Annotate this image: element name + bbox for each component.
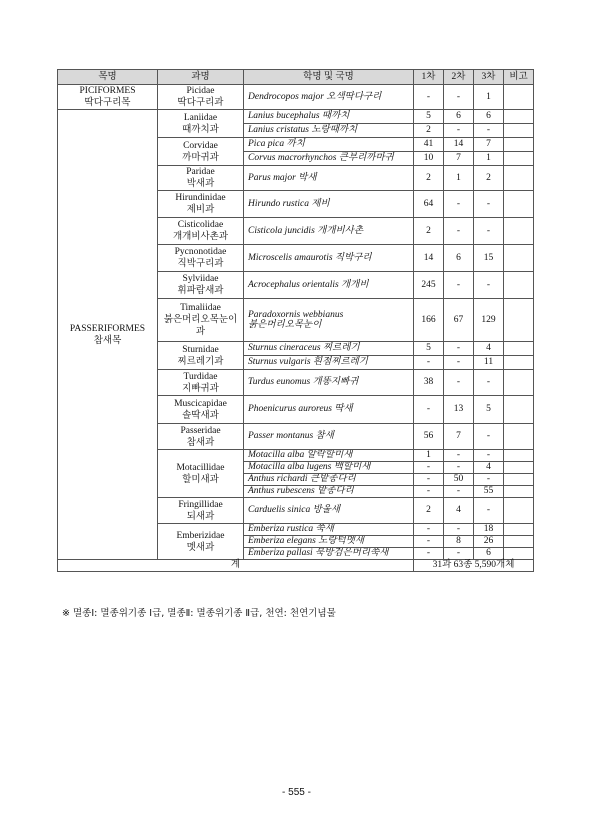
remarks-cell: [504, 356, 534, 370]
count-survey-2: 7: [444, 152, 474, 166]
family-cell: Paridae 박새과: [158, 166, 244, 191]
count-survey-3: -: [474, 450, 504, 462]
count-survey-1: 10: [414, 152, 444, 166]
count-survey-1: -: [414, 474, 444, 486]
count-survey-3: 129: [474, 299, 504, 342]
remarks-cell: [504, 110, 534, 124]
remarks-cell: [504, 218, 534, 245]
family-cell: Picidae 딱다구리과: [158, 85, 244, 110]
count-survey-1: -: [414, 356, 444, 370]
count-survey-3: -: [474, 474, 504, 486]
species-cell: Carduelis sinica 방울새: [244, 498, 414, 524]
remarks-cell: [504, 524, 534, 536]
family-cell: Pycnonotidae 직박구리과: [158, 245, 244, 272]
count-survey-3: 55: [474, 486, 504, 498]
count-survey-1: 245: [414, 272, 444, 299]
count-survey-1: 2: [414, 218, 444, 245]
remarks-cell: [504, 396, 534, 424]
remarks-cell: [504, 370, 534, 396]
count-survey-1: 166: [414, 299, 444, 342]
count-survey-2: -: [444, 462, 474, 474]
count-survey-2: 13: [444, 396, 474, 424]
count-survey-2: -: [444, 342, 474, 356]
remarks-cell: [504, 124, 534, 138]
family-cell: Hirundinidae 제비과: [158, 191, 244, 218]
family-cell: Turdidae 지빠귀과: [158, 370, 244, 396]
count-survey-1: -: [414, 524, 444, 536]
species-cell: Hirundo rustica 제비: [244, 191, 414, 218]
header-family: 과명: [158, 70, 244, 85]
family-cell: Laniidae 때까치과: [158, 110, 244, 138]
count-survey-3: 6: [474, 110, 504, 124]
count-survey-1: 2: [414, 498, 444, 524]
species-cell: Phoenicurus auroreus 딱새: [244, 396, 414, 424]
remarks-cell: [504, 486, 534, 498]
species-cell: Paradoxornis webbianus 붉은머리오목눈이: [244, 299, 414, 342]
count-survey-1: -: [414, 486, 444, 498]
count-survey-3: -: [474, 498, 504, 524]
count-survey-2: 67: [444, 299, 474, 342]
count-survey-3: 18: [474, 524, 504, 536]
count-survey-3: 6: [474, 548, 504, 560]
count-survey-3: -: [474, 272, 504, 299]
count-survey-1: 2: [414, 124, 444, 138]
family-cell: Passeridae 참새과: [158, 424, 244, 450]
species-cell: Lanius bucephalus 때까치: [244, 110, 414, 124]
table-header-row: [58, 70, 534, 85]
species-cell: Motacilla alba 알락할미새: [244, 450, 414, 462]
count-survey-1: 14: [414, 245, 444, 272]
header-survey-2: 2차: [444, 70, 474, 85]
remarks-cell: [504, 424, 534, 450]
count-survey-3: 11: [474, 356, 504, 370]
remarks-cell: [504, 462, 534, 474]
count-survey-1: -: [414, 85, 444, 110]
remarks-cell: [504, 474, 534, 486]
count-survey-2: -: [444, 356, 474, 370]
count-survey-3: 2: [474, 166, 504, 191]
count-survey-2: 1: [444, 166, 474, 191]
family-cell: Emberizidae 멧새과: [158, 524, 244, 560]
count-survey-2: 4: [444, 498, 474, 524]
count-survey-3: -: [474, 424, 504, 450]
count-survey-3: 4: [474, 342, 504, 356]
total-label: 계: [58, 560, 414, 572]
count-survey-1: 64: [414, 191, 444, 218]
count-survey-3: 1: [474, 152, 504, 166]
species-cell: Emberiza rustica 쑥새: [244, 524, 414, 536]
species-cell: Acrocephalus orientalis 개개비: [244, 272, 414, 299]
family-cell: Fringillidae 되새과: [158, 498, 244, 524]
species-cell: Parus major 박새: [244, 166, 414, 191]
count-survey-1: 5: [414, 110, 444, 124]
count-survey-1: -: [414, 548, 444, 560]
count-survey-2: 50: [444, 474, 474, 486]
species-cell: Emberiza elegans 노랑턱멧새: [244, 536, 414, 548]
remarks-cell: [504, 272, 534, 299]
header-order: 목명: [58, 70, 158, 85]
total-row: [58, 560, 534, 572]
count-survey-3: 7: [474, 138, 504, 152]
species-table: [57, 69, 534, 572]
count-survey-2: -: [444, 218, 474, 245]
count-survey-2: -: [444, 524, 474, 536]
species-cell: Cisticola juncidis 개개비사촌: [244, 218, 414, 245]
order-cell: PASSERIFORMES 참새목: [58, 110, 158, 560]
species-cell: Sturnus cineraceus 찌르레기: [244, 342, 414, 356]
count-survey-3: 26: [474, 536, 504, 548]
remarks-cell: [504, 138, 534, 152]
count-survey-2: 6: [444, 245, 474, 272]
species-cell: Corvus macrorhynchos 큰부리까마귀: [244, 152, 414, 166]
species-cell: Anthus rubescens 밭종다리: [244, 486, 414, 498]
count-survey-2: -: [444, 486, 474, 498]
remarks-cell: [504, 299, 534, 342]
family-cell: Motacillidae 할미새과: [158, 450, 244, 498]
species-cell: Emberiza pallasi 북방검은머리쑥새: [244, 548, 414, 560]
count-survey-2: 14: [444, 138, 474, 152]
count-survey-3: -: [474, 124, 504, 138]
remarks-cell: [504, 342, 534, 356]
count-survey-1: 2: [414, 166, 444, 191]
remarks-cell: [504, 548, 534, 560]
species-cell: Anthus richardi 큰밭종다리: [244, 474, 414, 486]
remarks-cell: [504, 85, 534, 110]
count-survey-2: 7: [444, 424, 474, 450]
species-cell: Microscelis amaurotis 직박구리: [244, 245, 414, 272]
count-survey-3: 5: [474, 396, 504, 424]
count-survey-1: 38: [414, 370, 444, 396]
count-survey-2: -: [444, 191, 474, 218]
count-survey-1: 1: [414, 450, 444, 462]
remarks-cell: [504, 536, 534, 548]
remarks-cell: [504, 245, 534, 272]
family-cell: Muscicapidae 솔딱새과: [158, 396, 244, 424]
family-cell: Cisticolidae 개개비사촌과: [158, 218, 244, 245]
species-cell: Pica pica 까치: [244, 138, 414, 152]
footnote: ※ 멸종Ⅰ: 멸종위기종 Ⅰ급, 멸종Ⅱ: 멸종위기종 Ⅱ급, 천연: 천연기념물: [62, 608, 336, 619]
remarks-cell: [504, 166, 534, 191]
page-number: - 555 -: [282, 787, 311, 798]
count-survey-3: 1: [474, 85, 504, 110]
count-survey-2: -: [444, 548, 474, 560]
count-survey-3: -: [474, 191, 504, 218]
species-cell: Sturnus vulgaris 흰점찌르레기: [244, 356, 414, 370]
count-survey-3: 4: [474, 462, 504, 474]
family-cell: Sturnidae 찌르레기과: [158, 342, 244, 370]
remarks-cell: [504, 191, 534, 218]
remarks-cell: [504, 152, 534, 166]
count-survey-1: -: [414, 536, 444, 548]
header-survey-1: 1차: [414, 70, 444, 85]
table-row: [58, 85, 534, 110]
header-remarks: 비고: [504, 70, 534, 85]
count-survey-3: 15: [474, 245, 504, 272]
header-survey-3: 3차: [474, 70, 504, 85]
count-survey-2: -: [444, 370, 474, 396]
table-row: [58, 110, 534, 124]
species-cell: Passer montanus 참새: [244, 424, 414, 450]
species-cell: Dendrocopos major 오색딱다구리: [244, 85, 414, 110]
count-survey-1: 5: [414, 342, 444, 356]
count-survey-1: 41: [414, 138, 444, 152]
count-survey-2: -: [444, 124, 474, 138]
order-cell: PICIFORMES 딱다구리목: [58, 85, 158, 110]
total-value: 31과 63종 5,590개체: [414, 560, 534, 572]
species-cell: Turdus eunomus 개똥지빠귀: [244, 370, 414, 396]
species-cell: Motacilla alba lugens 백할미새: [244, 462, 414, 474]
count-survey-1: 56: [414, 424, 444, 450]
count-survey-3: -: [474, 218, 504, 245]
family-cell: Sylviidae 휘파람새과: [158, 272, 244, 299]
family-cell: Corvidae 까마귀과: [158, 138, 244, 166]
count-survey-2: 6: [444, 110, 474, 124]
count-survey-2: -: [444, 272, 474, 299]
count-survey-1: -: [414, 462, 444, 474]
species-cell: Lanius cristatus 노랑때까치: [244, 124, 414, 138]
remarks-cell: [504, 450, 534, 462]
remarks-cell: [504, 498, 534, 524]
count-survey-2: -: [444, 85, 474, 110]
count-survey-3: -: [474, 370, 504, 396]
header-species: 학명 및 국명: [244, 70, 414, 85]
count-survey-1: -: [414, 396, 444, 424]
count-survey-2: 8: [444, 536, 474, 548]
count-survey-2: -: [444, 450, 474, 462]
family-cell: Timaliidae 붉은머리오목눈이 과: [158, 299, 244, 342]
